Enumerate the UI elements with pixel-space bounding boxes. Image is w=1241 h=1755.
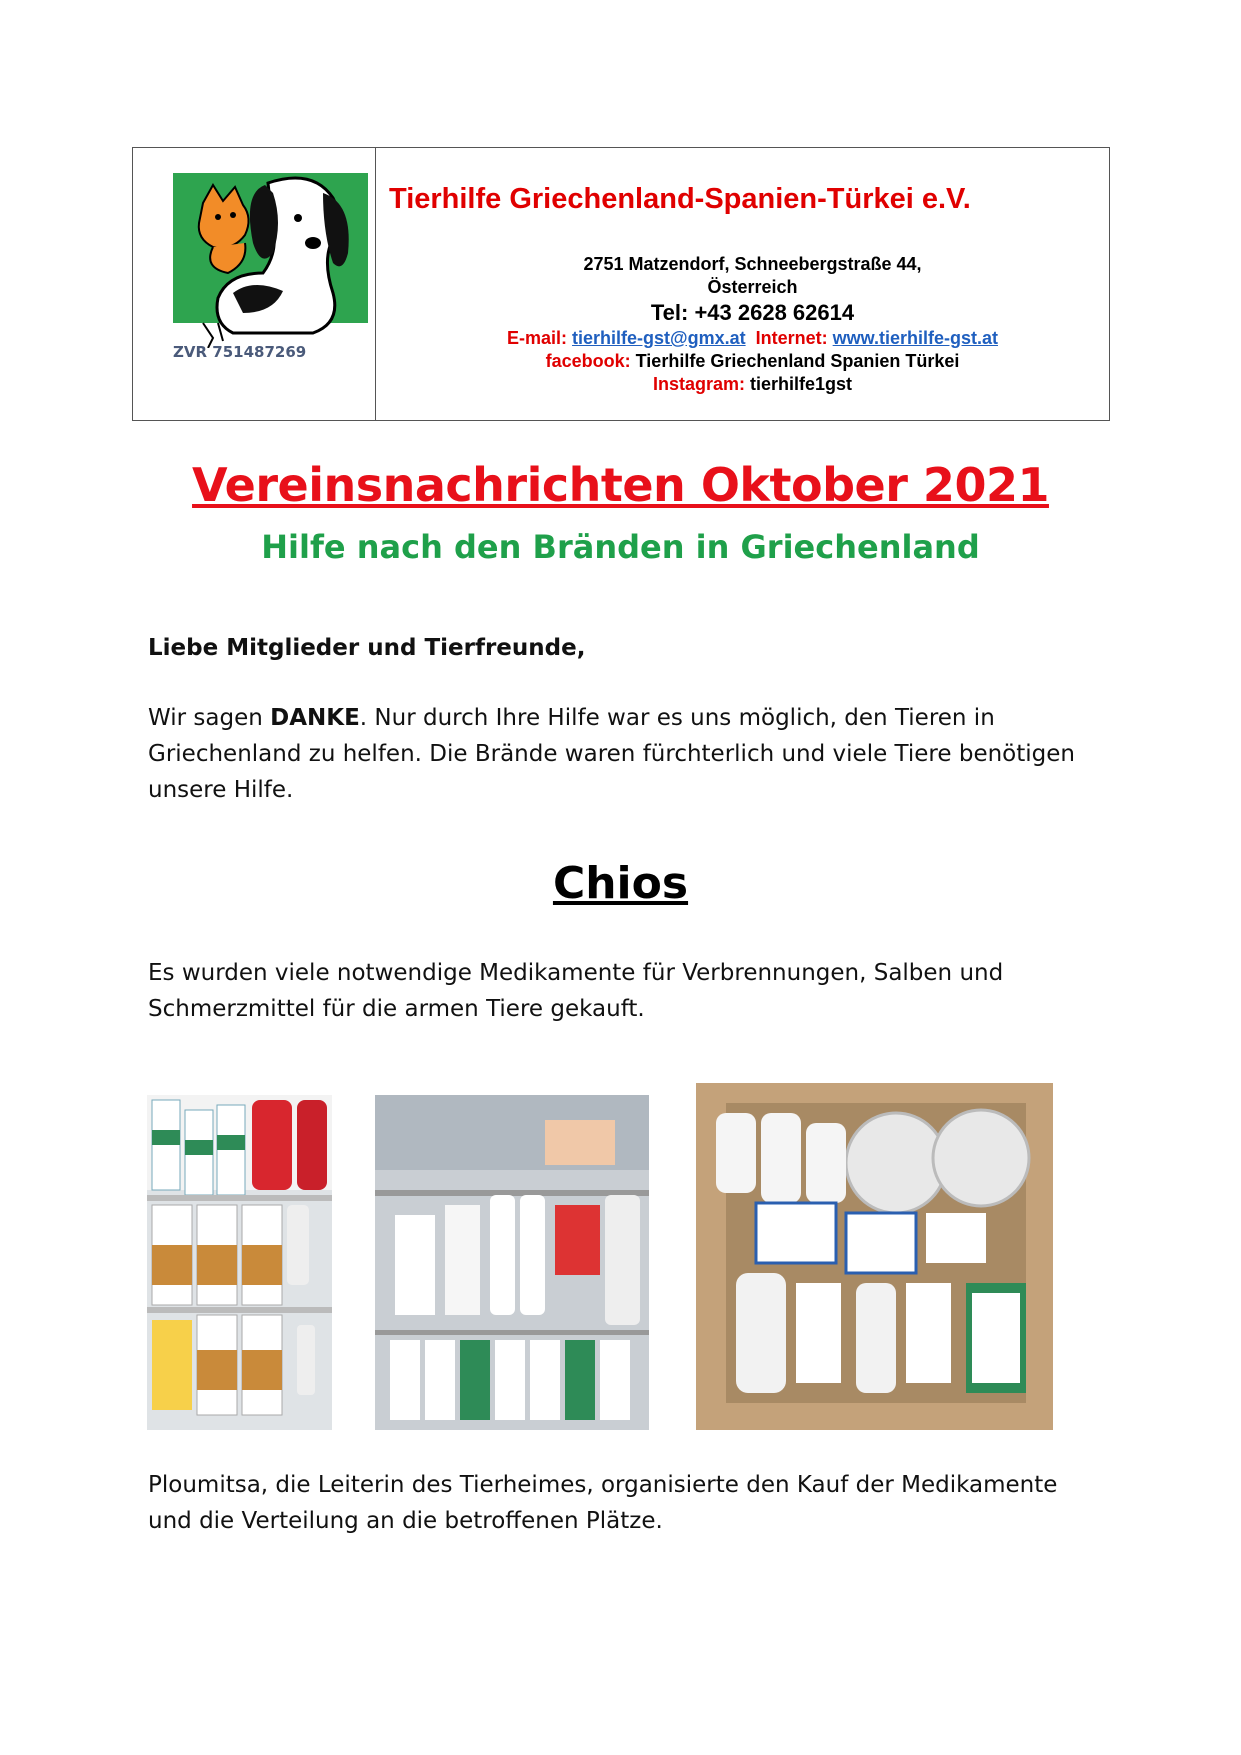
instagram-label: Instagram: (652, 374, 745, 394)
email-label: E-mail: (507, 328, 568, 348)
facebook-label: facebook: (545, 351, 631, 371)
organization-paragraph: Ploumitsa, die Leiterin des Tierheimes, organisierte den Kauf der Medikamente und die Verteilung an die betroffenen Plätze. (148, 1472, 1058, 1534)
photo-medication-box (696, 1083, 1053, 1430)
cat-and-dog-logo (173, 173, 368, 348)
letterhead (132, 147, 1110, 421)
section-heading-chios: Chios (552, 858, 689, 909)
contact-details (376, 253, 1109, 396)
logo-cell (133, 148, 376, 420)
greeting: Liebe Mitglieder und Tierfreunde, (148, 635, 586, 661)
thanks-before: Wir sagen (148, 705, 271, 731)
facebook-line (396, 350, 1109, 373)
contact-cell (376, 148, 1109, 420)
instagram-value: tierhilfe1gst (750, 374, 853, 394)
photo-medication-shelf (147, 1095, 332, 1430)
thanks-paragraph (148, 700, 1108, 808)
instagram-line (396, 373, 1109, 396)
email-link[interactable]: tierhilfe-gst@gmx.at (572, 328, 746, 348)
thanks-bold: DANKE (270, 705, 360, 731)
address-line-1: 2751 Matzendorf, Schneebergstraße 44, (583, 254, 922, 274)
email-internet-line (396, 327, 1109, 350)
thanks-after: . Nur durch Ihre Hilfe war es uns möglich, den Tieren in Griechenland zu helfen. Die Brände waren fürchterlich und viele Tiere benötigen unsere Hilfe. (148, 705, 1075, 803)
medication-paragraph: Es wurden viele notwendige Medikamente für Verbrennungen, Salben und Schmerzmittel für die armen Tiere gekauft. (148, 960, 1004, 1022)
photo-medication-display (375, 1095, 649, 1430)
zvr-number: ZVR 751487269 (173, 343, 307, 361)
telephone: Tel: +43 2628 62614 (650, 300, 855, 325)
facebook-value: Tierhilfe Griechenland Spanien Türkei (635, 351, 960, 371)
page-subtitle: Hilfe nach den Bränden in Griechenland (261, 528, 980, 566)
internet-label: Internet: (755, 328, 828, 348)
organization-name: Tierhilfe Griechenland-Spanien-Türkei e.V. (389, 183, 971, 215)
page-title: Vereinsnachrichten Oktober 2021 (192, 458, 1049, 512)
address-line-2: Österreich (707, 277, 798, 297)
website-link[interactable]: www.tierhilfe-gst.at (832, 328, 998, 348)
